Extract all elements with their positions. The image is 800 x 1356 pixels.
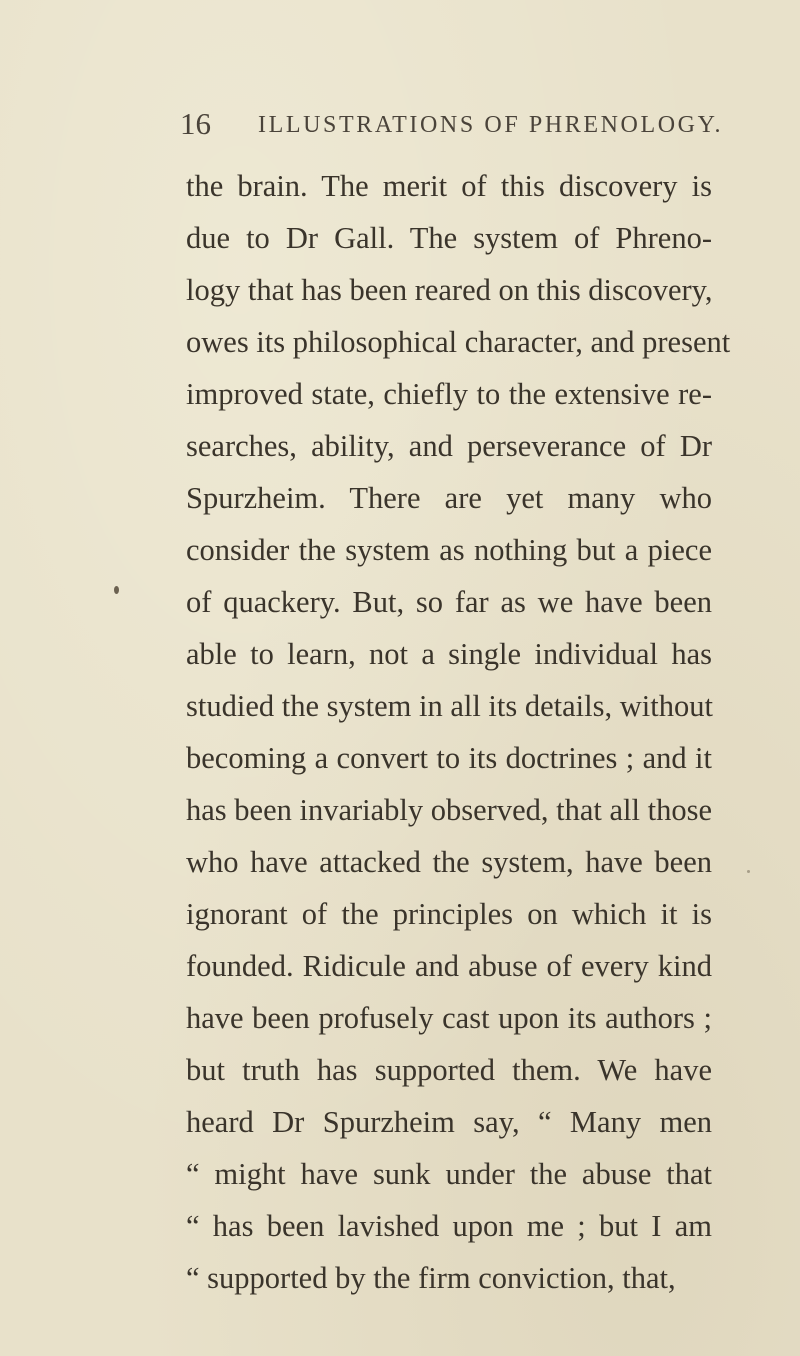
paper-speck [747, 870, 750, 873]
text-line: owes its philosophical character, and present [186, 325, 731, 359]
text-line: “ might have sunk under the abuse that [186, 1157, 712, 1191]
body-text [186, 160, 731, 1304]
text-line: ignorant of the principles on which it is [186, 897, 712, 931]
text-line: have been profusely cast upon its authors ; [186, 1001, 712, 1035]
text-line: Spurzheim. There are yet many who [186, 481, 712, 515]
text-line: the brain. The merit of this discovery is [186, 169, 712, 203]
text-line: heard Dr Spurzheim say, “ Many men [186, 1105, 712, 1139]
text-line: consider the system as nothing but a piece [186, 533, 712, 567]
text-line: who have attacked the system, have been [186, 845, 712, 879]
text-line: improved state, chiefly to the extensive re- [186, 377, 712, 411]
page-number: 16 [180, 106, 211, 141]
text-line: has been invariably observed, that all those [186, 793, 712, 827]
text-line: able to learn, not a single individual has [186, 637, 712, 671]
running-title: ILLUSTRATIONS OF PHRENOLOGY. [258, 112, 724, 138]
text-line: due to Dr Gall. The system of Phreno- [186, 221, 712, 255]
text-line: logy that has been reared on this discovery, [186, 273, 713, 307]
text-line: but truth has supported them. We have [186, 1053, 712, 1087]
text-line: studied the system in all its details, without [186, 689, 713, 723]
text-line: searches, ability, and perseverance of Dr [186, 429, 712, 463]
paper-speck [114, 586, 119, 594]
text-line: of quackery. But, so far as we have been [186, 585, 712, 619]
text-line: “ supported by the firm conviction, that, [186, 1261, 676, 1295]
text-line: “ has been lavished upon me ; but I am [186, 1209, 712, 1243]
text-line: founded. Ridicule and abuse of every kind [186, 949, 712, 983]
text-line: becoming a convert to its doctrines ; and it [186, 741, 712, 775]
